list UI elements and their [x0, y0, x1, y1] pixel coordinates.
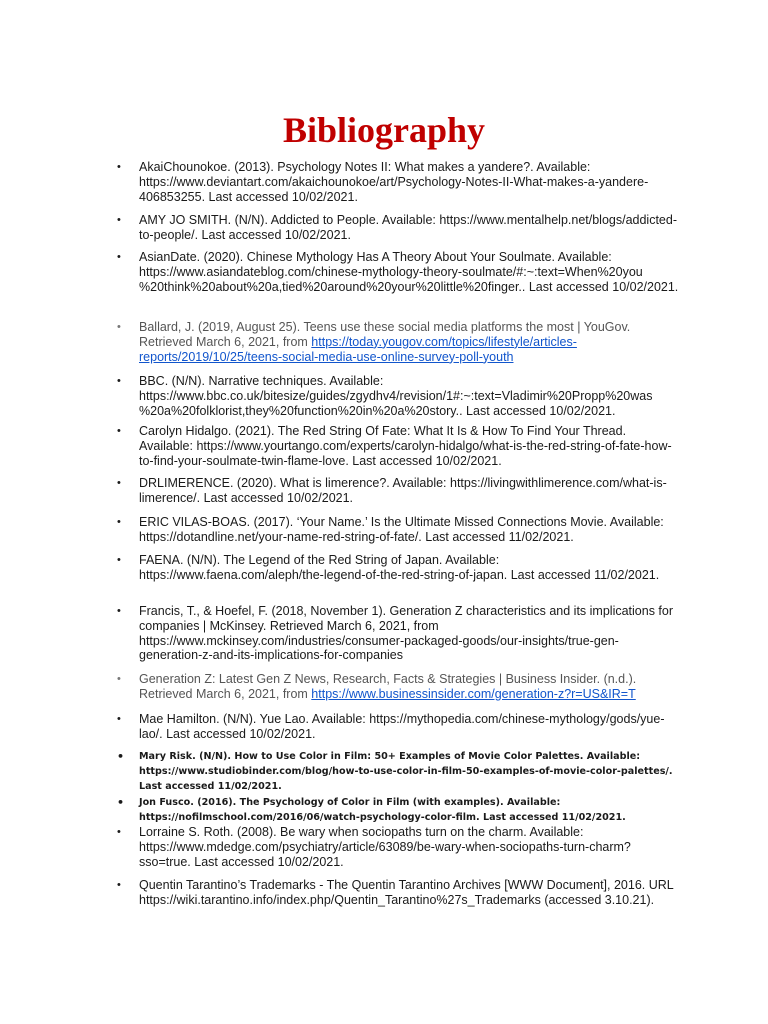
entry-text: Quentin Tarantino’s Trademarks - The Quentin Tarantino Archives [WWW Document], 2016. URL https://wiki.tarantino.info/index.php/Quentin_Tarantino%27s_Trademarks (accessed 3.10.21).: [139, 878, 674, 907]
entry-text: Jon Fusco. (2016). The Psychology of Color in Film (with examples). Available: https://nofilmschool.com/2016/06/watch-psychology-color-film. Last accessed 11/02/2021.: [139, 797, 626, 823]
bibliography-entry: [117, 795, 679, 825]
entry-link[interactable]: https://www.businessinsider.com/generation-z?r=US&IR=T: [311, 686, 636, 701]
bullet-icon: •: [117, 605, 121, 617]
entry-text: ERIC VILAS-BOAS. (2017). ‘Your Name.’ Is the Ultimate Missed Connections Movie. Available: https://dotandline.net/your-name-red-string-of-fate/. Last accessed 11/02/2021.: [139, 515, 664, 544]
bullet-icon: •: [117, 554, 121, 566]
bibliography-entry: [117, 749, 679, 794]
bullet-icon: •: [117, 796, 125, 809]
bibliography-entry: [117, 553, 679, 583]
bibliography-entry: [117, 320, 679, 364]
bibliography-entry: [117, 160, 679, 204]
bullet-icon: •: [117, 879, 121, 891]
bibliography-entry: [117, 825, 679, 869]
entry-text: AkaiChounokoe. (2013). Psychology Notes II: What makes a yandere?. Available: https://www.deviantart.com/akaichounokoe/art/Psychology-Notes-II-What-makes-a-yandere-406853255. Last accessed 10/02/2021.: [139, 160, 649, 204]
entry-text: Generation Z: Latest Gen Z News, Research, Facts & Strategies | Business Insider. (n.d.). Retrieved March 6, 2021, from: [139, 672, 637, 701]
bibliography-entry: [117, 712, 679, 742]
entry-text: Mary Risk. (N/N). How to Use Color in Film: 50+ Examples of Movie Color Palettes. Available: https://www.studiobinder.com/blog/how-to-use-color-in-film-50-examples-of-movie-color-palettes/. Last accessed 11/02/2021.: [139, 751, 673, 792]
bibliography-entry: [117, 604, 679, 663]
bullet-icon: •: [117, 214, 121, 226]
entry-text: AsianDate. (2020). Chinese Mythology Has A Theory About Your Soulmate. Available: https://www.asiandateblog.com/chinese-mythology-theory-soulmate/#:~:text=When%20you %20think%20about%20a,tied%20around%20your%20little%20finger.. Last accessed 10/02/2021.: [139, 250, 679, 294]
bullet-icon: •: [117, 713, 121, 725]
entry-text: Carolyn Hidalgo. (2021). The Red String Of Fate: What It Is & How To Find Your Thread. Available: https://www.yourtango.com/experts/carolyn-hidalgo/what-is-the-red-string-of-fate-how-to-find-your-soulmate-twin-flame-love. Last accessed 10/02/2021.: [139, 424, 672, 468]
entry-text: Ballard, J. (2019, August 25). Teens use these social media platforms the most | YouGov. Retrieved March 6, 2021, from: [139, 320, 631, 349]
entry-text: Francis, T., & Hoefel, F. (2018, November 1). Generation Z characteristics and its implications for companies | McKinsey. Retrieved March 6, 2021, from https://www.mckinsey.com/industries/consumer-packaged-goods/our-insights/true-gen-generation-z-and-its-implications-for-companies: [139, 604, 674, 663]
entry-text: FAENA. (N/N). The Legend of the Red String of Japan. Available: https://www.faena.com/aleph/the-legend-of-the-red-string-of-japan. Last accessed 11/02/2021.: [139, 553, 660, 582]
bibliography-entry: [117, 213, 679, 243]
entry-text: AMY JO SMITH. (N/N). Addicted to People. Available: https://www.mentalhelp.net/blogs/addicted-to-people/. Last accessed 10/02/2021.: [139, 213, 677, 242]
bibliography-entry: [117, 424, 679, 468]
bullet-icon: •: [117, 321, 121, 333]
bullet-icon: •: [117, 826, 121, 838]
entry-text: BBC. (N/N). Narrative techniques. Available: https://www.bbc.co.uk/bitesize/guides/zgydhv4/revision/1#:~:text=Vladimir%20Propp%20was %20a%20folklorist,they%20function%20in%20a%20story.. Last accessed 10/02/2021.: [139, 374, 653, 418]
bullet-icon: •: [117, 477, 121, 489]
bibliography-entry: [117, 878, 679, 908]
bibliography-entry: [117, 374, 679, 418]
bullet-icon: •: [117, 516, 121, 528]
bibliography-entry: [117, 476, 679, 506]
bullet-icon: •: [117, 161, 121, 173]
entry-text: DRLIMERENCE. (2020). What is limerence?. Available: https://livingwithlimerence.com/what-is-limerence/. Last accessed 10/02/2021.: [139, 476, 667, 505]
bullet-icon: •: [117, 425, 121, 437]
entry-text: Mae Hamilton. (N/N). Yue Lao. Available: https://mythopedia.com/chinese-mythology/gods/yue-lao/. Last accessed 10/02/2021.: [139, 712, 665, 741]
bullet-icon: •: [117, 673, 121, 685]
bibliography-entry: [117, 515, 679, 545]
bullet-icon: •: [117, 750, 125, 763]
page-title: Bibliography: [282, 110, 486, 151]
bullet-icon: •: [117, 251, 121, 263]
bibliography-entry: [117, 672, 679, 702]
entry-link[interactable]: https://today.yougov.com/topics/lifestyle/articles-reports/2019/10/25/teens-social-media-use-online-survey-poll-youth: [139, 334, 577, 364]
entry-text: Lorraine S. Roth. (2008). Be wary when sociopaths turn on the charm. Available: https://www.mdedge.com/psychiatry/article/63089/be-wary-when-sociopaths-turn-charm?sso=true. Last accessed 10/02/2021.: [139, 825, 631, 869]
bibliography-entry: [117, 250, 679, 294]
bullet-icon: •: [117, 375, 121, 387]
